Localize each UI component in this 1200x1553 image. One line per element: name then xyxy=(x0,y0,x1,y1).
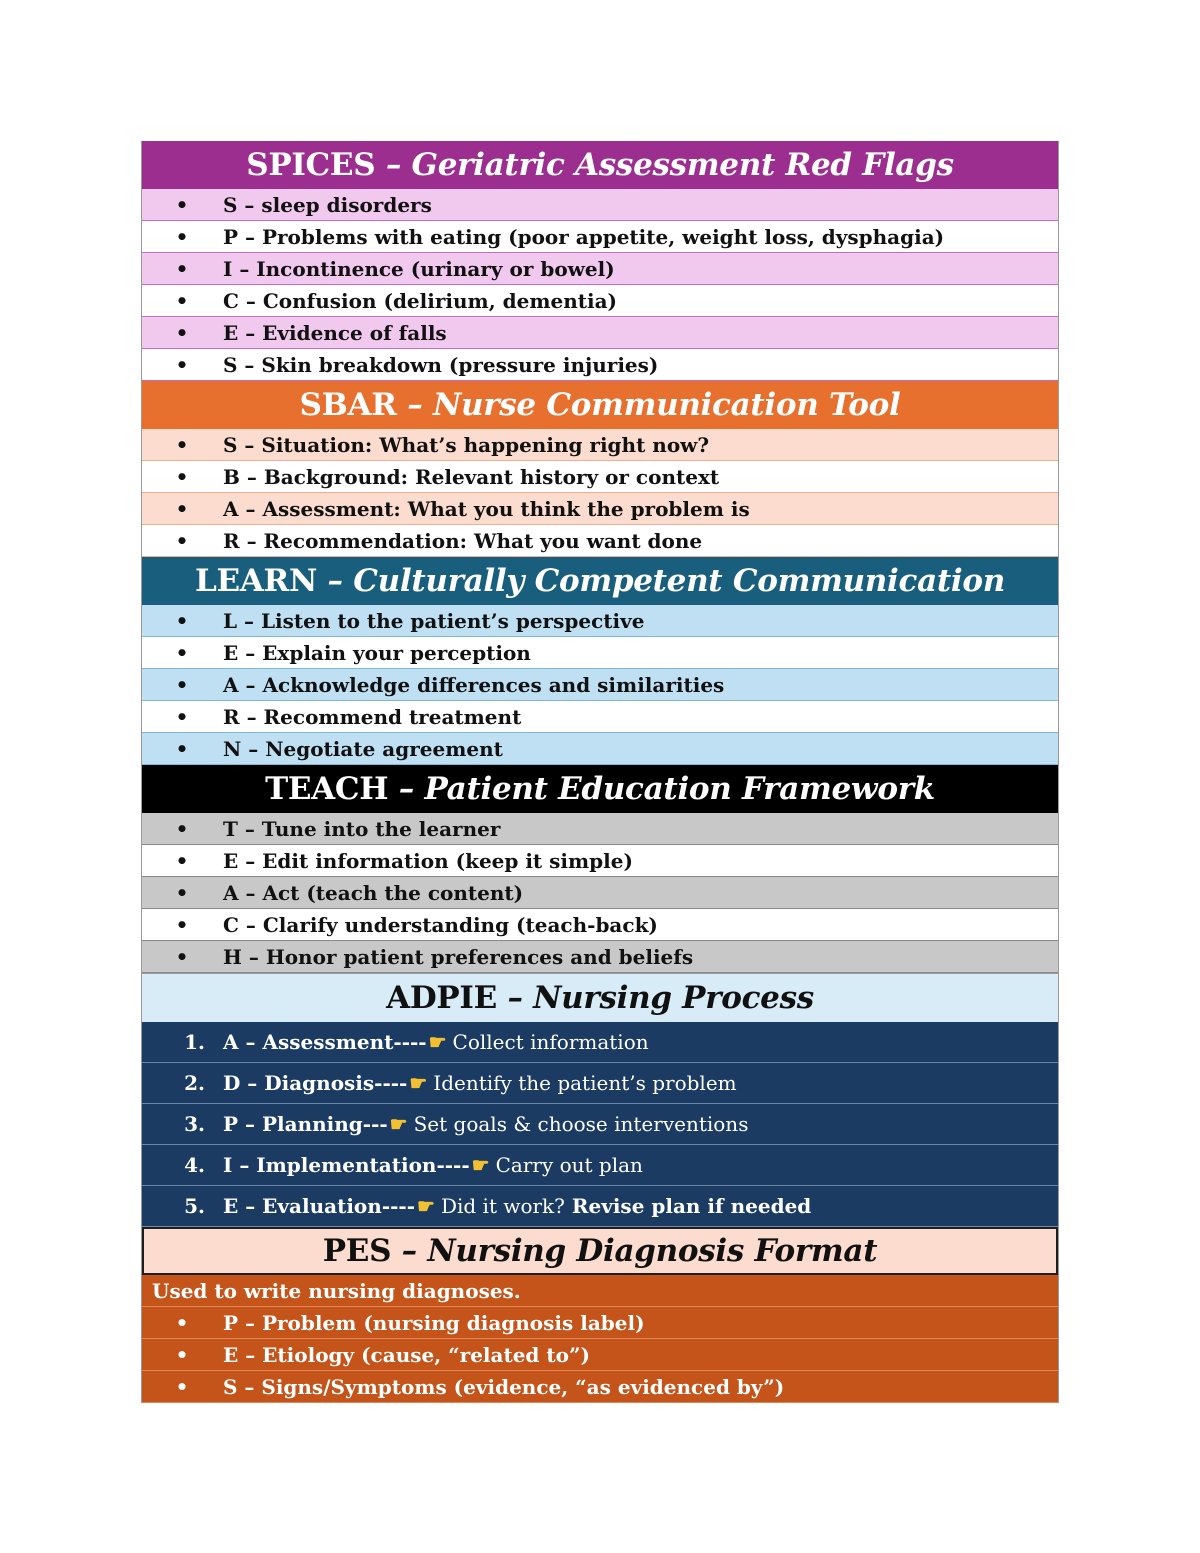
learn-subtitle: Culturally Competent Communication xyxy=(353,563,1005,599)
adpie-acronym: ADPIE xyxy=(386,980,497,1016)
list-item: • A – Act (teach the content) xyxy=(142,877,1058,909)
pointing-hand-icon: ☛ xyxy=(428,1030,447,1054)
bullet-icon: • xyxy=(175,256,189,281)
bullet-icon: • xyxy=(175,432,189,457)
list-item: • I – Incontinence (urinary or bowel) xyxy=(142,253,1058,285)
spices-subtitle: Geriatric Assessment Red Flags xyxy=(411,147,954,183)
list-item: 3. P – Planning --- ☛ Set goals & choose interventions xyxy=(142,1104,1058,1145)
mnemonic-sheet xyxy=(141,141,1059,1403)
sbar-dash: – xyxy=(396,387,433,423)
bullet-icon: • xyxy=(175,672,189,697)
bullet-icon: • xyxy=(175,464,189,489)
bullet-icon: • xyxy=(175,912,189,937)
teach-subtitle: Patient Education Framework xyxy=(424,771,935,807)
bullet-icon: • xyxy=(175,736,189,761)
bullet-icon: • xyxy=(175,848,189,873)
list-item: • E – Evidence of falls xyxy=(142,317,1058,349)
bullet-icon: • xyxy=(175,352,189,377)
list-item: • E – Etiology (cause, “related to”) xyxy=(142,1339,1058,1371)
bullet-icon: • xyxy=(175,288,189,313)
list-item: • T – Tune into the learner xyxy=(142,813,1058,845)
list-item: • A – Acknowledge differences and similarities xyxy=(142,669,1058,701)
sbar-header xyxy=(142,381,1058,429)
spices-section xyxy=(141,141,1059,381)
list-item: • C – Confusion (delirium, dementia) xyxy=(142,285,1058,317)
bullet-icon: • xyxy=(175,528,189,553)
bullet-icon: • xyxy=(175,320,189,345)
adpie-section xyxy=(141,973,1059,1227)
teach-acronym: TEACH xyxy=(265,771,389,807)
bullet-icon: • xyxy=(175,224,189,249)
spices-dash: – xyxy=(375,147,412,183)
list-item: • L – Listen to the patient’s perspective xyxy=(142,605,1058,637)
bullet-icon: • xyxy=(175,816,189,841)
pointing-hand-icon: ☛ xyxy=(409,1071,428,1095)
bullet-icon: • xyxy=(175,944,189,969)
teach-section xyxy=(141,765,1059,973)
pes-subtitle: Nursing Diagnosis Format xyxy=(427,1233,878,1269)
bullet-icon: • xyxy=(175,496,189,521)
sbar-section xyxy=(141,381,1059,557)
pes-acronym: PES xyxy=(322,1233,392,1269)
adpie-subtitle: Nursing Process xyxy=(533,980,814,1016)
list-item: • E – Edit information (keep it simple) xyxy=(142,845,1058,877)
list-item: • R – Recommend treatment xyxy=(142,701,1058,733)
bullet-icon: • xyxy=(175,1342,189,1367)
list-item: • S – Situation: What’s happening right now? xyxy=(142,429,1058,461)
teach-dash: – xyxy=(388,771,425,807)
pes-intro: Used to write nursing diagnoses. xyxy=(142,1275,1058,1307)
pointing-hand-icon: ☛ xyxy=(417,1194,435,1218)
sbar-subtitle: Nurse Communication Tool xyxy=(432,387,901,423)
adpie-header xyxy=(142,973,1058,1022)
bullet-icon: • xyxy=(175,640,189,665)
pointing-hand-icon: ☛ xyxy=(389,1112,408,1136)
list-item: • R – Recommendation: What you want done xyxy=(142,525,1058,557)
list-item: 5. E – Evaluation ---- ☛ Did it work? Revise plan if needed xyxy=(142,1186,1058,1227)
list-item: • P – Problem (nursing diagnosis label) xyxy=(142,1307,1058,1339)
list-item: • N – Negotiate agreement xyxy=(142,733,1058,765)
list-item: • E – Explain your perception xyxy=(142,637,1058,669)
bullet-icon: • xyxy=(175,704,189,729)
list-item: • S – Signs/Symptoms (evidence, “as evidenced by”) xyxy=(142,1371,1058,1403)
list-item: • H – Honor patient preferences and beliefs xyxy=(142,941,1058,973)
spices-header xyxy=(142,141,1058,189)
bullet-icon: • xyxy=(175,192,189,217)
learn-header xyxy=(142,557,1058,605)
learn-dash: – xyxy=(317,563,354,599)
list-item: • A – Assessment: What you think the problem is xyxy=(142,493,1058,525)
pes-dash: – xyxy=(391,1233,428,1269)
learn-acronym: LEARN xyxy=(194,563,318,599)
adpie-dash: – xyxy=(496,980,534,1016)
list-item: 2. D – Diagnosis ---- ☛ Identify the patient’s problem xyxy=(142,1063,1058,1104)
spices-acronym: SPICES xyxy=(246,147,376,183)
list-item: • P – Problems with eating (poor appetite, weight loss, dysphagia) xyxy=(142,221,1058,253)
bullet-icon: • xyxy=(175,880,189,905)
bullet-icon: • xyxy=(175,1374,189,1399)
list-item: • S – Skin breakdown (pressure injuries) xyxy=(142,349,1058,381)
list-item: • C – Clarify understanding (teach-back) xyxy=(142,909,1058,941)
list-item: • B – Background: Relevant history or context xyxy=(142,461,1058,493)
pes-header xyxy=(142,1227,1058,1275)
list-item: • S – sleep disorders xyxy=(142,189,1058,221)
bullet-icon: • xyxy=(175,1310,189,1335)
list-item: 4. I – Implementation ---- ☛ Carry out plan xyxy=(142,1145,1058,1186)
sbar-acronym: SBAR xyxy=(299,387,397,423)
pointing-hand-icon: ☛ xyxy=(471,1153,490,1177)
pes-section xyxy=(141,1227,1059,1403)
teach-header xyxy=(142,765,1058,813)
list-item: 1. A – Assessment ---- ☛ Collect information xyxy=(142,1022,1058,1063)
bullet-icon: • xyxy=(175,608,189,633)
learn-section xyxy=(141,557,1059,765)
